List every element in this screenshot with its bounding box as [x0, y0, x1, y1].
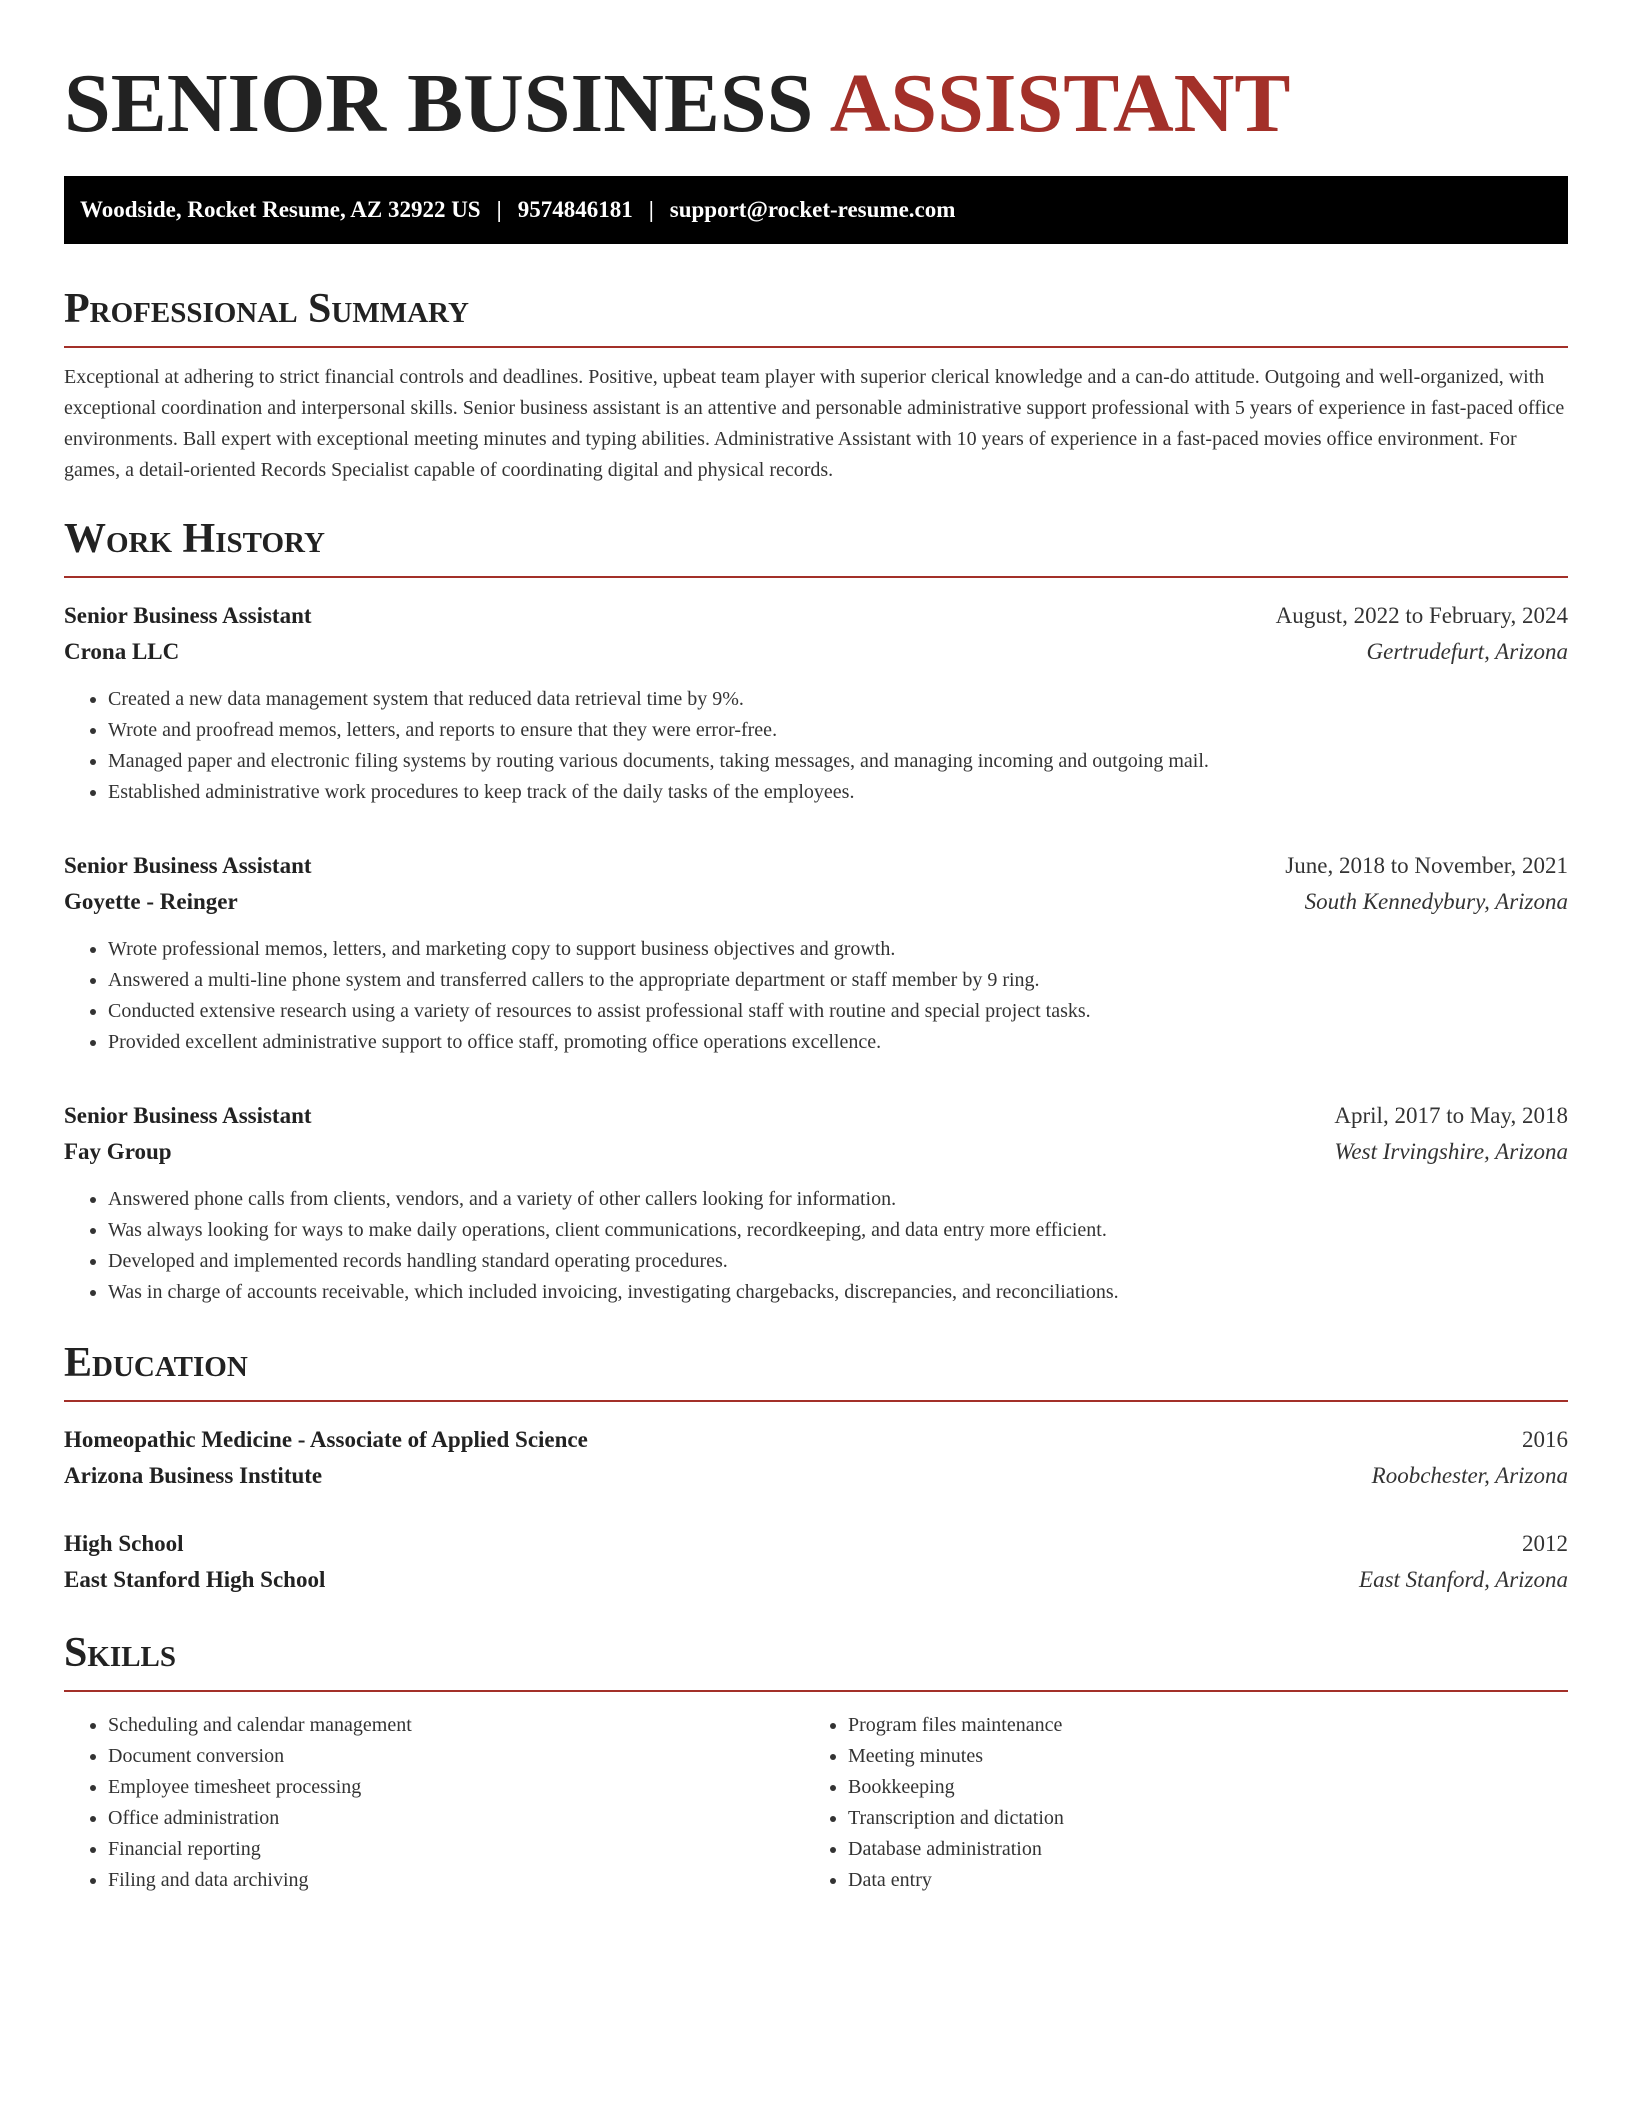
job-location: South Kennedybury, Arizona	[1304, 889, 1568, 914]
education-school: Arizona Business Institute	[64, 1463, 323, 1488]
job-dates: June, 2018 to November, 2021	[1285, 853, 1568, 878]
contact-address: Woodside, Rocket Resume, AZ 32922 US	[80, 197, 481, 222]
skill-item: • Program files maintenance	[848, 1710, 1544, 1741]
job-entry	[64, 1098, 1568, 1308]
education-location: East Stanford, Arizona	[1359, 1567, 1568, 1592]
job-bullets	[64, 1184, 1568, 1308]
job-bullet: • Wrote and proofread memos, letters, and reports to ensure that they were error-free.	[108, 715, 1568, 746]
skills-list-right	[804, 1710, 1544, 1896]
section-divider	[64, 576, 1568, 578]
job-company: Fay Group	[64, 1139, 172, 1164]
name-last: ASSISTANT	[829, 57, 1291, 150]
skill-item: • Bookkeeping	[848, 1772, 1544, 1803]
education-section	[64, 1338, 1568, 1598]
job-role: Senior Business Assistant	[64, 1103, 312, 1128]
skill-item: • Scheduling and calendar management	[108, 1710, 804, 1741]
job-bullet: • Managed paper and electronic filing systems by routing various documents, taking messages, and managing incoming and outgoing mail.	[108, 746, 1568, 777]
name-first: SENIOR BUSINESS	[64, 57, 814, 150]
job-location: West Irvingshire, Arizona	[1334, 1139, 1568, 1164]
education-degree-row	[64, 1422, 1568, 1458]
education-entry	[64, 1526, 1568, 1598]
section-title-skills: Skills	[64, 1630, 177, 1676]
skills-section	[64, 1628, 1568, 1896]
contact-separator: |	[496, 197, 502, 222]
education-entry	[64, 1422, 1568, 1494]
skill-item: • Filing and data archiving	[108, 1865, 804, 1896]
job-header-row	[64, 848, 1568, 884]
job-header-row	[64, 598, 1568, 634]
education-year: 2016	[1522, 1427, 1568, 1452]
job-entry	[64, 598, 1568, 808]
work-history-section	[64, 514, 1568, 1308]
section-title-summary: Professional Summary	[64, 286, 469, 332]
job-header-row	[64, 1098, 1568, 1134]
education-school: East Stanford High School	[64, 1567, 326, 1592]
job-company: Crona LLC	[64, 639, 180, 664]
education-school-row	[64, 1562, 1568, 1598]
job-bullet: • Answered phone calls from clients, vendors, and a variety of other callers looking for information.	[108, 1184, 1568, 1215]
skills-columns	[64, 1710, 1568, 1896]
contact-email: support@rocket-resume.com	[669, 197, 956, 222]
job-company: Goyette - Reinger	[64, 889, 238, 914]
contact-phone: 9574846181	[517, 197, 633, 222]
section-divider	[64, 346, 1568, 348]
job-bullet: • Answered a multi-line phone system and transferred callers to the appropriate department or staff member by 9 ring.	[108, 965, 1568, 996]
section-title-education: Education	[64, 1340, 248, 1386]
job-role: Senior Business Assistant	[64, 603, 312, 628]
job-bullet: • Was in charge of accounts receivable, which included invoicing, investigating chargebacks, discrepancies, and reconciliations.	[108, 1277, 1568, 1308]
contact-bar	[64, 176, 1568, 244]
education-degree: Homeopathic Medicine - Associate of Applied Science	[64, 1427, 588, 1452]
job-dates: August, 2022 to February, 2024	[1275, 603, 1568, 628]
education-school-row	[64, 1458, 1568, 1494]
contact-separator: |	[648, 197, 654, 222]
skills-list-left	[64, 1710, 804, 1896]
job-entry	[64, 848, 1568, 1058]
education-location: Roobchester, Arizona	[1371, 1463, 1568, 1488]
job-bullet: • Created a new data management system that reduced data retrieval time by 9%.	[108, 684, 1568, 715]
job-dates: April, 2017 to May, 2018	[1334, 1103, 1568, 1128]
job-bullet: • Established administrative work procedures to keep track of the daily tasks of the employees.	[108, 777, 1568, 808]
job-bullets	[64, 934, 1568, 1058]
job-bullets	[64, 684, 1568, 808]
education-degree-row	[64, 1526, 1568, 1562]
skill-item: • Data entry	[848, 1865, 1544, 1896]
job-role: Senior Business Assistant	[64, 853, 312, 878]
section-title-work-history: Work History	[64, 516, 325, 562]
job-company-row	[64, 884, 1568, 920]
skill-item: • Meeting minutes	[848, 1741, 1544, 1772]
section-divider	[64, 1690, 1568, 1692]
summary-text: Exceptional at adhering to strict financial controls and deadlines. Positive, upbeat team player with superior clerical knowledge and a can-do attitude. Outgoing and well-organized, with exceptional coordination and interpersonal skills. Senior business assistant is an attentive and personable administrative support professional with 5 years of experience in fast-paced office environments. Ball expert with exceptional meeting minutes and typing abilities. Administrative Assistant with 10 years of experience in a fast-paced movies office environment. For games, a detail-oriented Records Specialist capable of coordinating digital and physical records.	[64, 366, 1565, 481]
skill-item: • Document conversion	[108, 1741, 804, 1772]
section-divider	[64, 1400, 1568, 1402]
job-bullet: • Provided excellent administrative support to office staff, promoting office operations excellence.	[108, 1027, 1568, 1058]
job-bullet: • Was always looking for ways to make daily operations, client communications, recordkeeping, and data entry more efficient.	[108, 1215, 1568, 1246]
job-company-row	[64, 634, 1568, 670]
education-year: 2012	[1522, 1531, 1568, 1556]
job-bullet: • Wrote professional memos, letters, and marketing copy to support business objectives and growth.	[108, 934, 1568, 965]
skill-item: • Financial reporting	[108, 1834, 804, 1865]
resume-name	[64, 56, 1568, 152]
skill-item: • Office administration	[108, 1803, 804, 1834]
education-degree: High School	[64, 1531, 184, 1556]
job-bullet: • Developed and implemented records handling standard operating procedures.	[108, 1246, 1568, 1277]
job-location: Gertrudefurt, Arizona	[1366, 639, 1568, 664]
skill-item: • Employee timesheet processing	[108, 1772, 804, 1803]
skill-item: • Transcription and dictation	[848, 1803, 1544, 1834]
skill-item: • Database administration	[848, 1834, 1544, 1865]
job-bullet: • Conducted extensive research using a variety of resources to assist professional staff with routine and special project tasks.	[108, 996, 1568, 1027]
summary-section	[64, 284, 1568, 486]
job-company-row	[64, 1134, 1568, 1170]
